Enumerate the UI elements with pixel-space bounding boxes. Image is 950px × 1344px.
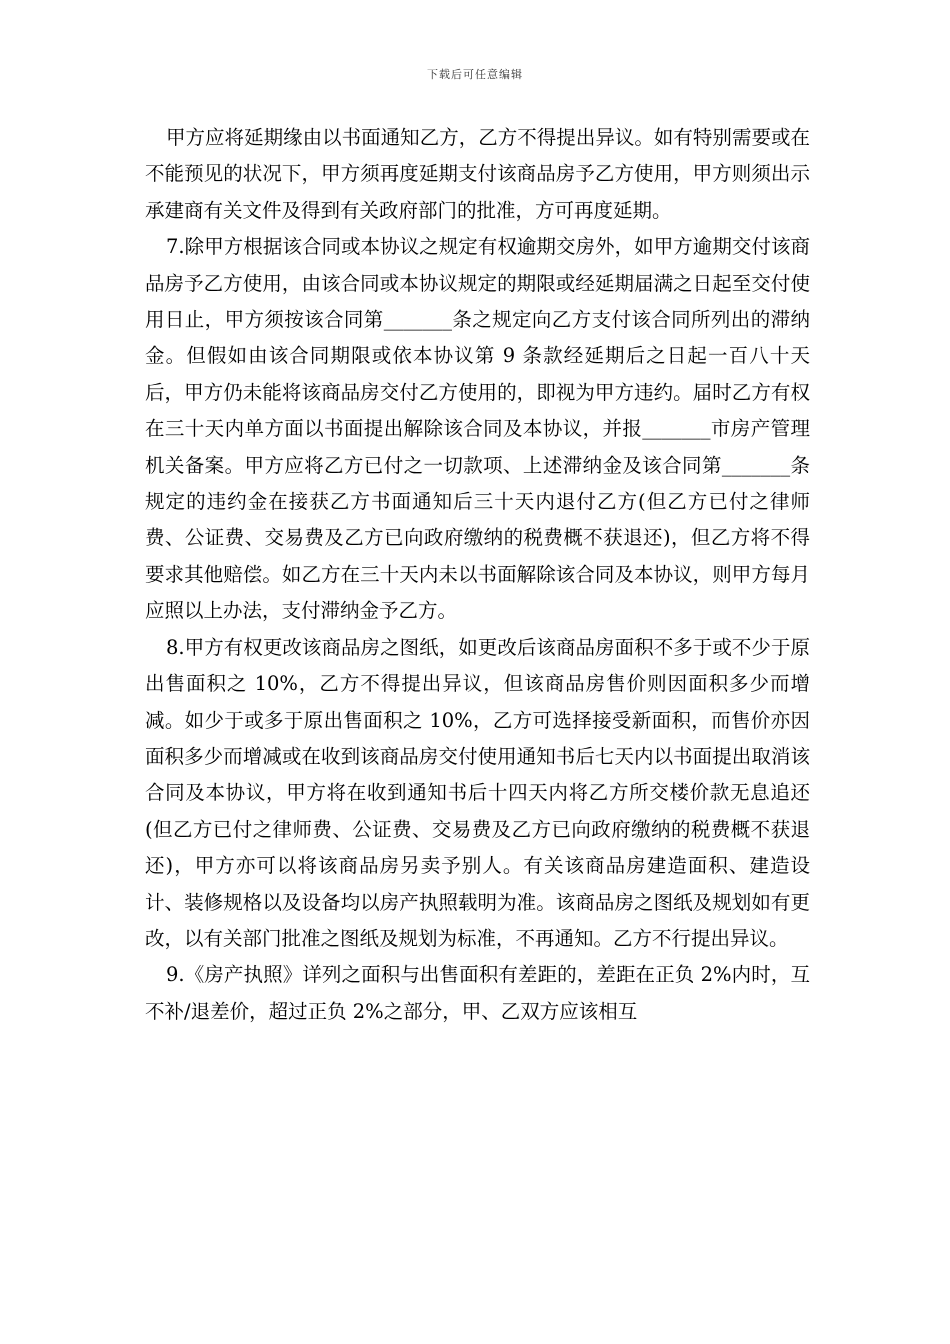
page-header: 下载后可任意编辑	[427, 68, 523, 81]
paragraph-delay-notice: 甲方应将延期缘由以书面通知乙方，乙方不得提出异议。如有特别需要或在不能预见的状况下，甲方须再度延期支付该商品房予乙方使用，甲方则须出示承建商有关文件及得到有关政府部门的批准，方可再度延期。	[145, 126, 810, 222]
document-body	[145, 120, 810, 1030]
paragraph-clause-8: 8.甲方有权更改该商品房之图纸，如更改后该商品房面积不多于或不少于原出售面积之 10%，乙方不得提出异议，但该商品房售价则因面积多少而增减。如少于或多于原出售面积之 10%，乙方可选择接受新面积，而售价亦因面积多少而增减或在收到该商品房交付使用通知书后七天内以书面提出取消该合同及本协议，甲方将在收到通知书后十四天内将乙方所交楼价款无息追还(但乙方已付之律师费、公证费、交易费及乙方已向政府缴纳的税费概不获退还)，甲方亦可以将该商品房另卖予别人。有关该商品房建造面积、建造设计、装修规格以及设备均以房产执照载明为准。该商品房之图纸及规划如有更改，以有关部门批准之图纸及规划为标准，不再通知。乙方不行提出异议。	[145, 635, 810, 950]
paragraph-clause-9: 9.《房产执照》详列之面积与出售面积有差距的，差距在正负 2%内时，互不补/退差价，超过正负 2%之部分，甲、乙双方应该相互	[145, 963, 810, 1023]
paragraph-clause-7: 7.除甲方根据该合同或本协议之规定有权逾期交房外，如甲方逾期交付该商品房予乙方使用，由该合同或本协议规定的期限或经延期届满之日起至交付使用日止，甲方须按该合同第_______条之规定向乙方支付该合同所列出的滞纳金。但假如由该合同期限或依本协议第 9 条款经延期后之日起一百八十天后，甲方仍未能将该商品房交付乙方使用的，即视为甲方违约。届时乙方有权在三十天内单方面以书面提出解除该合同及本协议，并报_______市房产管理机关备案。甲方应将乙方已付之一切款项、上述滞纳金及该合同第_______条规定的违约金在接获乙方书面通知后三十天内退付乙方(但乙方已付之律师费、公证费、交易费及乙方已向政府缴纳的税费概不获退还)，但乙方将不得要求其他赔偿。如乙方在三十天内未以书面解除该合同及本协议，则甲方每月应照以上办法，支付滞纳金予乙方。	[145, 235, 810, 623]
